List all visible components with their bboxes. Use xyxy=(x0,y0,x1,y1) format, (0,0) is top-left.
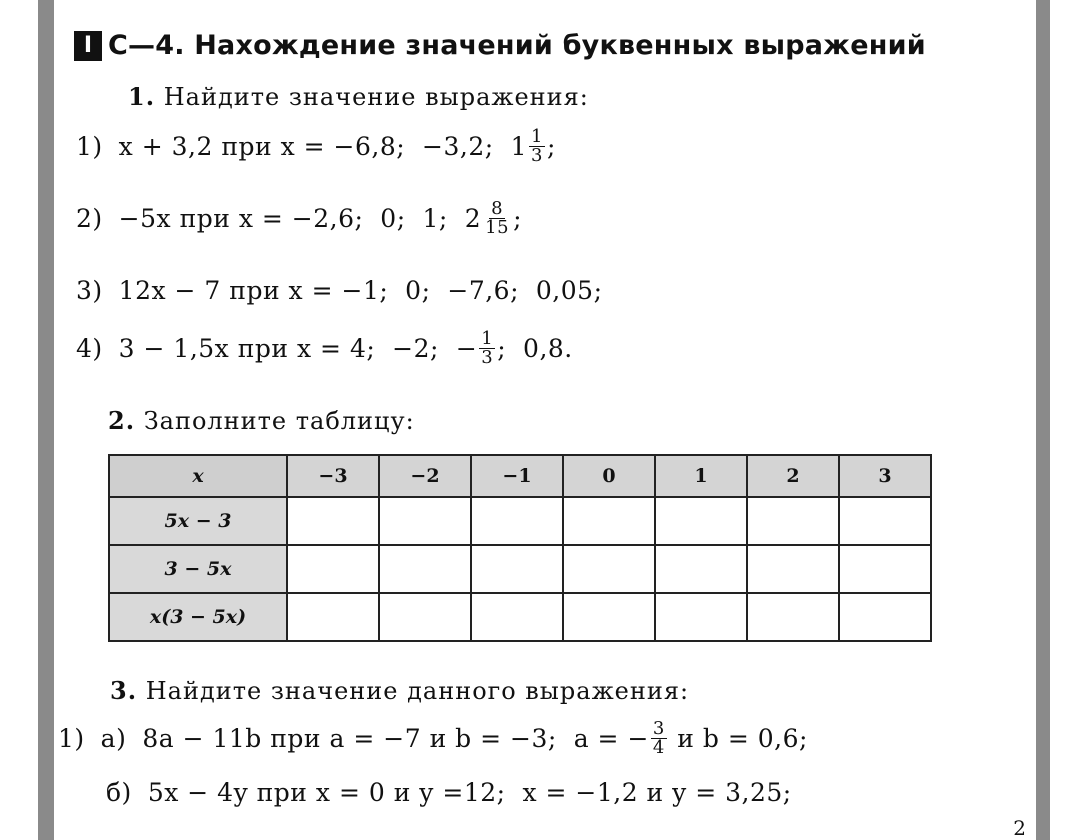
table-header-cell: 1 xyxy=(655,455,747,497)
item-text: 8a − 11b при a = −7 и b = −3; a = − xyxy=(142,724,649,753)
table-row xyxy=(109,497,931,545)
page-frame-right xyxy=(1036,0,1050,840)
task3-heading xyxy=(110,676,689,705)
table-empty-cell xyxy=(655,593,747,641)
fraction-denominator: 15 xyxy=(485,217,510,238)
task1-number: 1. xyxy=(128,82,156,111)
table-empty-cell xyxy=(563,593,655,641)
item-tail: ; 0,8. xyxy=(497,334,573,363)
table-empty-cell xyxy=(471,593,563,641)
table-empty-cell xyxy=(563,497,655,545)
item-text: 5x − 4y при x = 0 и y =12; x = −1,2 и y = 3,25; xyxy=(147,778,792,807)
fraction xyxy=(651,720,667,757)
fraction xyxy=(479,330,495,367)
item-tail: ; xyxy=(513,204,523,233)
task3-heading-text: Найдите значение данного выражения: xyxy=(145,677,690,705)
table-header-cell: 0 xyxy=(563,455,655,497)
task1-item-2 xyxy=(76,200,522,237)
task2-heading xyxy=(108,406,415,435)
variant-badge: I xyxy=(74,31,102,61)
item-index: 2) xyxy=(76,204,103,233)
table-empty-cell xyxy=(379,545,471,593)
page-frame-left xyxy=(38,0,54,840)
task2-heading-text: Заполните таблицу: xyxy=(143,407,415,435)
fraction-numerator: 3 xyxy=(652,718,665,739)
table-empty-cell xyxy=(471,497,563,545)
task1-item-3 xyxy=(76,276,603,305)
table-row xyxy=(109,545,931,593)
table-row-label: 5x − 3 xyxy=(109,497,287,545)
fraction xyxy=(483,200,511,237)
task1-item-1 xyxy=(76,128,556,165)
item-text: −5x при x = −2,6; 0; 1; 2 xyxy=(118,204,482,233)
table-empty-cell xyxy=(839,497,931,545)
table-row xyxy=(109,593,931,641)
fraction xyxy=(529,128,545,165)
item-text: x + 3,2 при x = −6,8; −3,2; 1 xyxy=(118,132,527,161)
worksheet-header xyxy=(74,30,926,61)
page-number: 2 xyxy=(1013,816,1026,840)
table-empty-cell xyxy=(379,497,471,545)
fraction-numerator: 1 xyxy=(530,126,543,147)
fraction-denominator: 3 xyxy=(530,145,543,166)
fraction-numerator: 8 xyxy=(491,198,504,219)
table-empty-cell xyxy=(747,497,839,545)
item-tail: и b = 0,6; xyxy=(668,724,808,753)
item-index: 1) xyxy=(76,132,103,161)
table-empty-cell xyxy=(655,545,747,593)
table-empty-cell xyxy=(287,593,379,641)
worksheet-page xyxy=(54,0,1036,840)
table-header-cell: −3 xyxy=(287,455,379,497)
table-empty-cell xyxy=(287,497,379,545)
table-row-label: x(3 − 5x) xyxy=(109,593,287,641)
task1-heading-text: Найдите значение выражения: xyxy=(163,83,589,111)
table-header-cell: −1 xyxy=(471,455,563,497)
item-index: 3) xyxy=(76,276,103,305)
task3-item-1a xyxy=(58,720,808,757)
task1-heading xyxy=(128,82,589,111)
item-subindex: б) xyxy=(106,778,132,807)
table-empty-cell xyxy=(747,545,839,593)
item-index: 4) xyxy=(76,334,103,363)
table-empty-cell xyxy=(563,545,655,593)
item-text: 12x − 7 при x = −1; 0; −7,6; 0,05; xyxy=(118,276,603,305)
worksheet-title: С—4. Нахождение значений буквенных выражений xyxy=(108,30,926,61)
table-row-label: 3 − 5x xyxy=(109,545,287,593)
fraction-denominator: 4 xyxy=(652,737,665,758)
task2-number: 2. xyxy=(108,406,136,435)
task3-number: 3. xyxy=(110,676,138,705)
fraction-numerator: 1 xyxy=(481,328,494,349)
item-tail: ; xyxy=(546,132,556,161)
table-header-row xyxy=(109,455,931,497)
table-empty-cell xyxy=(747,593,839,641)
values-table xyxy=(108,454,932,642)
item-text: 3 − 1,5x при x = 4; −2; − xyxy=(118,334,478,363)
table-header-cell: −2 xyxy=(379,455,471,497)
table-header-cell: 2 xyxy=(747,455,839,497)
table-empty-cell xyxy=(379,593,471,641)
table-empty-cell xyxy=(839,545,931,593)
fraction-denominator: 3 xyxy=(481,347,494,368)
task3-item-1b xyxy=(106,778,792,807)
table-empty-cell xyxy=(471,545,563,593)
table-header-x: x xyxy=(109,455,287,497)
table-empty-cell xyxy=(839,593,931,641)
table-header-cell: 3 xyxy=(839,455,931,497)
table-empty-cell xyxy=(287,545,379,593)
table-empty-cell xyxy=(655,497,747,545)
task1-item-4 xyxy=(76,330,573,367)
item-subindex: а) xyxy=(100,724,127,753)
item-index: 1) xyxy=(58,724,85,753)
